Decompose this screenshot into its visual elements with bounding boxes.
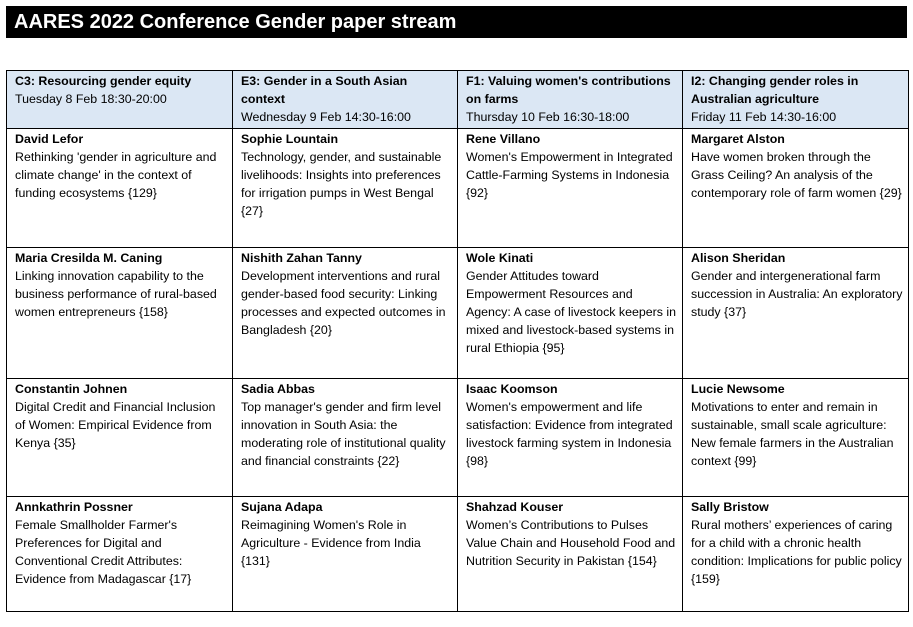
- paper-cell: [458, 248, 683, 379]
- paper-author: Lucie Newsome: [691, 382, 785, 396]
- paper-cell: [233, 129, 458, 248]
- schedule-table: [6, 70, 909, 612]
- paper-author: Wole Kinati: [466, 251, 534, 265]
- paper-title: Reimagining Women's Role in Agriculture - Evidence from India {131}: [241, 518, 421, 568]
- paper-author: Rene Villano: [466, 132, 541, 146]
- paper-cell: [458, 379, 683, 497]
- paper-title: Linking innovation capability to the business performance of rural-based women entrepreneurs {158}: [15, 269, 217, 319]
- paper-cell: [458, 129, 683, 248]
- paper-author: Alison Sheridan: [691, 251, 786, 265]
- paper-author: Sophie Lountain: [241, 132, 339, 146]
- paper-cell: [233, 497, 458, 612]
- paper-title: Top manager's gender and firm level innovation in South Asia: the moderating role of institutional quality and financial constraints {22}: [241, 400, 446, 468]
- paper-title: Gender Attitudes toward Empowerment Resources and Agency: A case of livestock keepers in mixed and livestock-based systems in rural Ethiopia {95}: [466, 269, 677, 355]
- session-header: [683, 71, 909, 129]
- paper-cell: [7, 129, 233, 248]
- paper-author: Sujana Adapa: [241, 500, 323, 514]
- paper-title: Women’s Contributions to Pulses Value Chain and Household Food and Nutrition Security in Pakistan {154}: [466, 518, 676, 568]
- session-name: F1: Valuing women's contributions on farms: [466, 74, 671, 106]
- table-row: [7, 248, 909, 379]
- session-time: Wednesday 9 Feb 14:30-16:00: [241, 110, 411, 124]
- paper-cell: [458, 497, 683, 612]
- paper-author: David Lefor: [15, 132, 84, 146]
- paper-title: Have women broken through the Grass Ceiling? An analysis of the contemporary role of farm women {29}: [691, 150, 902, 200]
- paper-title: Gender and intergenerational farm succession in Australia: An exploratory study {37}: [691, 269, 903, 319]
- paper-title: Motivations to enter and remain in sustainable, small scale agriculture: New female farmers in the Australian context {99}: [691, 400, 894, 468]
- table-row: [7, 129, 909, 248]
- paper-author: Margaret Alston: [691, 132, 785, 146]
- paper-cell: [683, 129, 909, 248]
- paper-author: Shahzad Kouser: [466, 500, 564, 514]
- paper-title: Female Smallholder Farmer's Preferences for Digital and Conventional Credit Attributes: Evidence from Madagascar {17}: [15, 518, 192, 586]
- session-name: E3: Gender in a South Asian context: [241, 74, 408, 106]
- paper-author: Sadia Abbas: [241, 382, 315, 396]
- paper-cell: [7, 379, 233, 497]
- paper-author: Constantin Johnen: [15, 382, 128, 396]
- paper-author: Sally Bristow: [691, 500, 769, 514]
- paper-title: Rethinking 'gender in agriculture and climate change' in the context of funding ecosystems {129}: [15, 150, 217, 200]
- session-time: Tuesday 8 Feb 18:30-20:00: [15, 92, 167, 106]
- table-row: [7, 497, 909, 612]
- paper-title: Rural mothers’ experiences of caring for a child with a chronic health condition: Implications for public policy {159}: [691, 518, 902, 586]
- paper-title: Women's Empowerment in Integrated Cattle-Farming Systems in Indonesia {92}: [466, 150, 673, 200]
- table-header-row: [7, 71, 909, 129]
- paper-author: Isaac Koomson: [466, 382, 558, 396]
- paper-cell: [683, 248, 909, 379]
- paper-title: Women's empowerment and life satisfaction: Evidence from integrated livestock farming system in Indonesia {98}: [466, 400, 673, 468]
- session-name: C3: Resourcing gender equity: [15, 74, 192, 88]
- session-time: Thursday 10 Feb 16:30-18:00: [466, 110, 630, 124]
- session-time: Friday 11 Feb 14:30-16:00: [691, 110, 837, 124]
- table-row: [7, 379, 909, 497]
- paper-cell: [233, 379, 458, 497]
- session-header: [7, 71, 233, 129]
- paper-cell: [683, 497, 909, 612]
- paper-cell: [7, 248, 233, 379]
- session-header: [233, 71, 458, 129]
- paper-cell: [683, 379, 909, 497]
- paper-title: Technology, gender, and sustainable livelihoods: Insights into preferences for irrigation pumps in West Bengal {27}: [241, 150, 442, 218]
- session-header: [458, 71, 683, 129]
- session-name: I2: Changing gender roles in Australian agriculture: [691, 74, 859, 106]
- paper-title: Development interventions and rural gender-based food security: Linking processes and expected outcomes in Bangladesh {20}: [241, 269, 446, 337]
- paper-cell: [7, 497, 233, 612]
- paper-cell: [233, 248, 458, 379]
- paper-author: Nishith Zahan Tanny: [241, 251, 362, 265]
- paper-author: Maria Cresilda M. Caning: [15, 251, 163, 265]
- page-title: AARES 2022 Conference Gender paper stream: [6, 6, 907, 38]
- paper-author: Annkathrin Possner: [15, 500, 133, 514]
- paper-title: Digital Credit and Financial Inclusion of Women: Empirical Evidence from Kenya {35}: [15, 400, 216, 450]
